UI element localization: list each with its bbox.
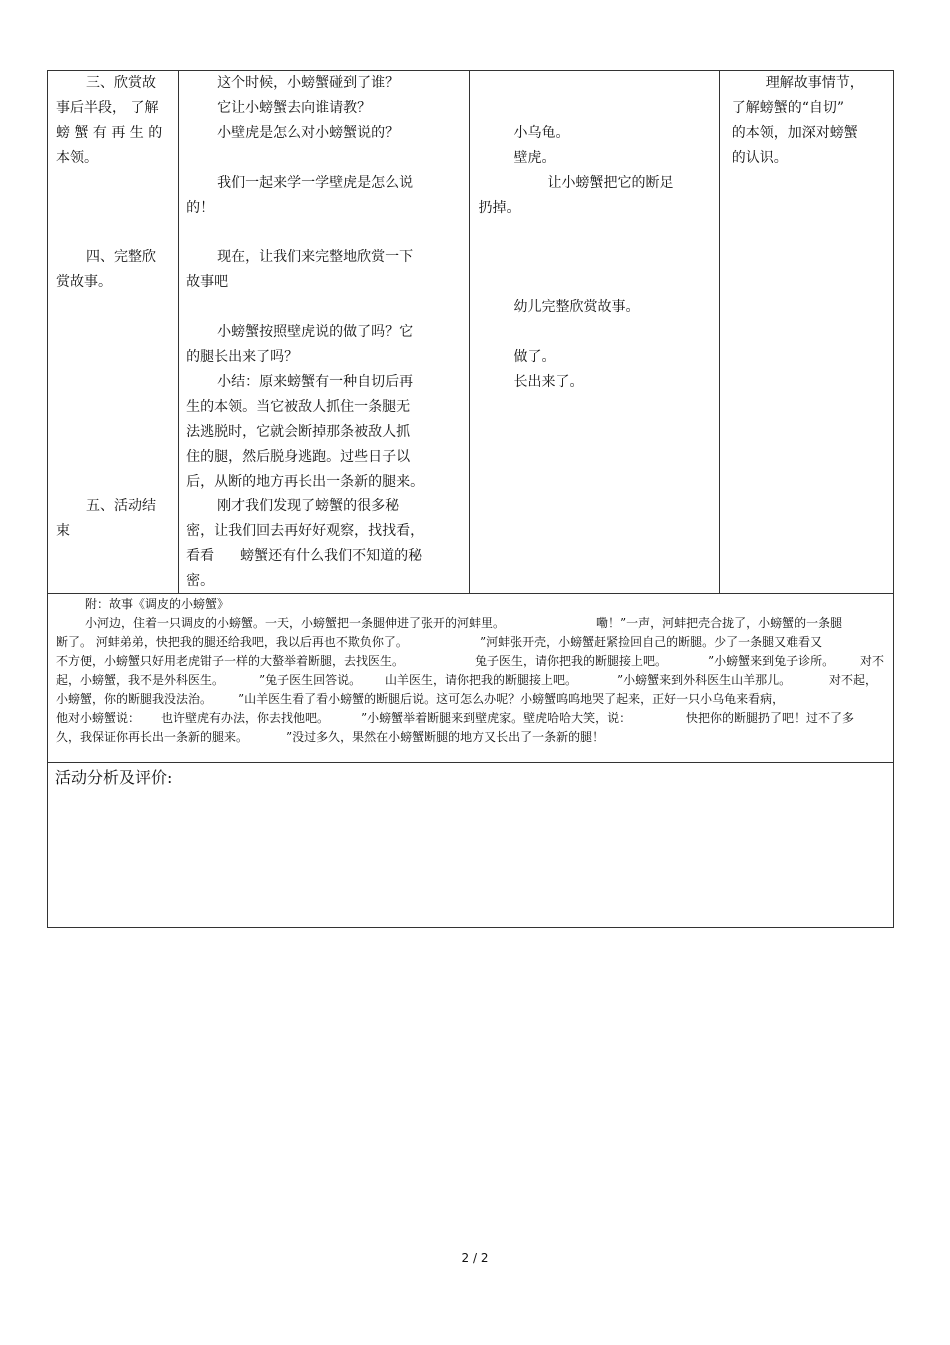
teacher-column [179, 71, 470, 594]
evaluation-label: 活动分析及评价: [55, 768, 173, 787]
teacher-text: 的！ [186, 200, 215, 216]
teacher-text: 住的腿，然后脱身逃跑。过些日子以 [186, 449, 411, 465]
child-text: 让小螃蟹把它的断足 [547, 175, 674, 191]
teacher-text: 的腿长出来了吗？ [186, 349, 299, 365]
step-text: 螃 蟹 有 再 生 的 [56, 125, 163, 141]
story-line: ”兔子医生回答说。 [259, 673, 362, 687]
teacher-text: 我们一起来学一学壁虎是怎么说 [217, 175, 414, 191]
teacher-text: 这个时候，小螃蟹碰到了谁？ [217, 75, 400, 91]
evaluation-cell [48, 763, 894, 928]
evaluation-row [48, 763, 894, 928]
teacher-text: 小结：原来螃蟹有一种自切后再 [217, 374, 414, 390]
story-line: 对不起， [829, 673, 878, 687]
story-line: ”小螃蟹举着断腿来到壁虎家。壁虎哈哈大笑，说： [361, 711, 632, 725]
story-line: ”山羊医生看了看小螃蟹的断腿后说。这可怎么办呢？小螃蟹呜呜地哭了起来，正好一只小乌龟来看病， [238, 692, 785, 706]
appendix-row [48, 594, 894, 763]
story-line: 兔子医生，请你把我的断腿接上吧。 [475, 654, 668, 668]
teacher-text: 密，让我们回去再好好观察，找找看， [186, 523, 425, 539]
child-text: 壁虎。 [513, 150, 556, 166]
teacher-text: 看看 [186, 548, 215, 564]
teacher-text: 密。 [186, 573, 215, 589]
page-number: 2 / 2 [461, 1251, 489, 1265]
story-line: ”小螃蟹来到外科医生山羊那儿。 [617, 673, 792, 687]
story-line: ”小螃蟹来到兔子诊所。 [708, 654, 835, 668]
teacher-text: 它让小螃蟹去向谁请教？ [217, 100, 372, 116]
appendix-title: 附：故事《调皮的小螃蟹》 [85, 597, 230, 611]
purpose-text: 的本领，加深对螃蟹 [731, 125, 858, 141]
child-column [470, 71, 719, 594]
step-text: 事后半段， 了解 [56, 100, 159, 116]
story-line: 不方便，小螃蟹只好用老虎钳子一样的大螯举着断腿，去找医生。 [56, 654, 405, 668]
story-line: 小螃蟹，你的断腿我没法治。 [56, 692, 213, 706]
child-text: 幼儿完整欣赏故事。 [513, 299, 640, 315]
teacher-text: 刚才我们发现了螃蟹的很多秘 [217, 498, 400, 514]
story-line: 小河边，住着一只调皮的小螃蟹。一天，小螃蟹把一条腿伸进了张开的河蚌里。 [85, 616, 506, 630]
story-line: 山羊医生，请你把我的断腿接上吧。 [385, 673, 578, 687]
teacher-text: 故事吧 [186, 274, 229, 290]
step-column [48, 71, 179, 594]
teacher-text: 生的本领。当它被敌人抓住一条腿无 [186, 399, 411, 415]
step-text: 三、欣赏故 [86, 75, 156, 91]
step-text: 赏故事。 [56, 274, 112, 290]
story-line: ”河蚌张开壳，小螃蟹赶紧捡回自己的断腿。少了一条腿又难看又 [480, 635, 823, 649]
story-line: 也许壁虎有办法，你去找他吧。 [161, 711, 330, 725]
purpose-column [719, 71, 893, 594]
child-text: 小乌龟。 [513, 125, 570, 141]
story-line: 起，小螃蟹，我不是外科医生。 [56, 673, 225, 687]
child-text: 扔掉。 [478, 200, 521, 216]
purpose-text: 理解故事情节， [765, 75, 864, 91]
story-line: 断了。 河蚌弟弟，快把我的腿还给我吧，我以后再也不欺负你了。 [56, 635, 408, 649]
step-text: 本领。 [56, 150, 98, 166]
teacher-text: 小螃蟹按照壁虎说的做了吗？它 [217, 324, 414, 340]
activity-row [48, 71, 894, 594]
teacher-text: 后，从断的地方再长出一条新的腿来。 [186, 474, 425, 490]
purpose-text: 的认识。 [731, 150, 788, 166]
teacher-text: 法逃脱时，它就会断掉那条被敌人抓 [186, 424, 411, 440]
story-line: 久，我保证你再长出一条新的腿来。 [56, 730, 249, 744]
child-text: 长出来了。 [513, 374, 584, 390]
story-line: 他对小螃蟹说： [56, 711, 141, 725]
step-text: 束 [56, 523, 70, 539]
teacher-text: 螃蟹还有什么我们不知道的秘 [240, 548, 423, 564]
story-line: ”没过多久，果然在小螃蟹断腿的地方又长出了一条新的腿！ [286, 730, 605, 744]
purpose-text: 了解螃蟹的“自切” [731, 100, 845, 116]
teacher-text: 现在，让我们来完整地欣赏一下 [217, 249, 414, 265]
step-text: 四、完整欣 [86, 249, 156, 265]
story-line: 对不 [860, 654, 885, 668]
lesson-plan-table [47, 70, 894, 928]
story-line: 嘞！”一声，河蚌把壳合拢了，小螃蟹的一条腿 [596, 616, 843, 630]
step-text: 五、活动结 [86, 498, 156, 514]
story-line: 快把你的断腿扔了吧！过不了多 [686, 711, 855, 725]
teacher-text: 小壁虎是怎么对小螃蟹说的？ [217, 125, 400, 141]
appendix-story [48, 594, 894, 763]
child-text: 做了。 [513, 349, 556, 365]
